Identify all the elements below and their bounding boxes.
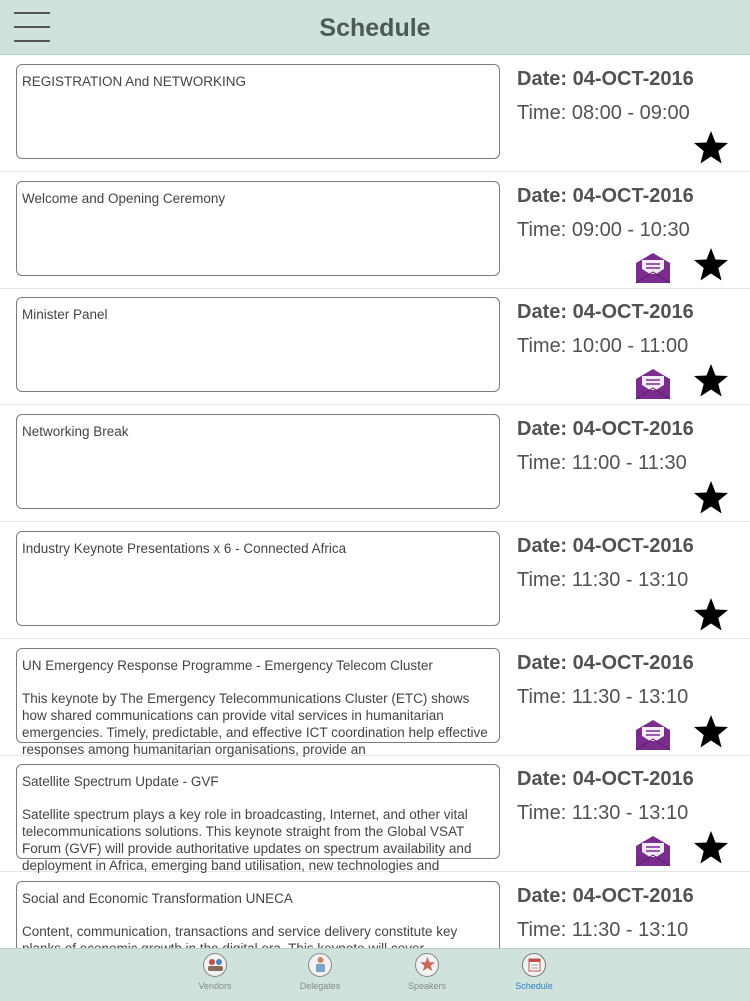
- envelope-icon[interactable]: [634, 367, 672, 401]
- session-date: Date: 04-OCT-2016: [517, 301, 694, 324]
- session-time: Time: 11:00 - 11:30: [517, 452, 687, 475]
- envelope-icon[interactable]: [634, 251, 672, 285]
- schedule-row[interactable]: [0, 639, 750, 756]
- session-title: Satellite Spectrum Update - GVF: [22, 774, 219, 790]
- session-card[interactable]: [16, 181, 500, 276]
- session-title: Welcome and Opening Ceremony: [22, 190, 226, 206]
- envelope-icon[interactable]: [634, 834, 672, 868]
- schedule-row[interactable]: [0, 755, 750, 872]
- session-card[interactable]: [16, 64, 500, 159]
- session-card[interactable]: [16, 531, 500, 626]
- tab-vendors[interactable]: [175, 953, 255, 999]
- session-description: Content, communication, transactions and service delivery constitute key: [22, 923, 458, 939]
- session-title: Industry Keynote Presentations x 6 - Connected Africa: [22, 540, 347, 556]
- favorite-star-icon[interactable]: [692, 246, 730, 284]
- favorite-star-icon[interactable]: [692, 129, 730, 167]
- tab-speakers-label: Speakers: [407, 981, 447, 991]
- favorite-star-icon[interactable]: [692, 713, 730, 751]
- session-date: Date: 04-OCT-2016: [517, 68, 694, 90]
- session-date: Date: 04-OCT-2016: [517, 418, 694, 441]
- session-title: Minister Panel: [22, 307, 108, 323]
- session-description: This keynote by The Emergency Telecommunications Cluster (ETC) shows how shared communications can provide vital services in humanitarian emergencies. Timely, predictable, and effective ICT coordination help effective responses among humanitarian organisations, provide an: [22, 690, 488, 757]
- schedule-row[interactable]: [0, 522, 750, 639]
- session-time: Time: 08:00 - 09:00: [517, 102, 690, 124]
- tab-schedule-label: Schedule: [515, 981, 553, 991]
- envelope-icon[interactable]: [634, 718, 672, 752]
- favorite-star-icon[interactable]: [692, 362, 730, 400]
- speakers-icon: [415, 953, 439, 977]
- favorite-star-icon[interactable]: [692, 829, 730, 867]
- schedule-row[interactable]: [0, 55, 750, 172]
- tab-schedule[interactable]: [494, 953, 574, 999]
- session-date: Date: 04-OCT-2016: [517, 534, 694, 557]
- header-bar: [0, 0, 750, 55]
- session-date: Date: 04-OCT-2016: [517, 184, 694, 207]
- tab-delegates-label: Delegates: [299, 981, 341, 991]
- tab-delegates[interactable]: [280, 953, 360, 999]
- favorite-star-icon[interactable]: [692, 596, 730, 634]
- schedule-icon: [522, 953, 546, 977]
- session-title: REGISTRATION And NETWORKING: [22, 74, 247, 89]
- schedule-row[interactable]: [0, 172, 750, 289]
- schedule-row[interactable]: [0, 288, 750, 405]
- session-time: Time: 11:30 - 13:10: [517, 918, 689, 941]
- session-card[interactable]: [16, 648, 500, 757]
- session-title: Social and Economic Transformation UNECA: [22, 890, 293, 906]
- schedule-list[interactable]: [0, 55, 750, 948]
- session-date: Date: 04-OCT-2016: [517, 651, 694, 674]
- session-date: Date: 04-OCT-2016: [517, 768, 694, 791]
- session-card[interactable]: [16, 414, 500, 509]
- session-time: Time: 11:30 - 13:10: [517, 568, 689, 591]
- session-card[interactable]: [16, 764, 500, 874]
- session-time: Time: 09:00 - 10:30: [517, 218, 690, 241]
- session-time: Time: 10:00 - 11:00: [517, 335, 689, 358]
- session-description: Satellite spectrum plays a key role in broadcasting, Internet, and other vital telecommunications solutions. This keynote straight from the Global VSAT Forum (GVF) will provide authoritative updates on spectrum availability and deployment in Africa, emerging band utilisation, new technologies and: [22, 807, 472, 874]
- session-card[interactable]: [16, 297, 500, 392]
- favorite-star-icon[interactable]: [692, 479, 730, 517]
- page-title: Schedule: [319, 14, 431, 42]
- session-title: Networking Break: [22, 424, 129, 440]
- schedule-row[interactable]: [0, 405, 750, 522]
- session-time: Time: 11:30 - 13:10: [517, 685, 689, 708]
- tab-vendors-label: Vendors: [198, 981, 232, 991]
- session-title: UN Emergency Response Programme - Emergency Telecom Cluster: [22, 657, 433, 673]
- delegates-icon: [308, 953, 332, 977]
- tab-bar: [0, 948, 750, 1001]
- tab-speakers[interactable]: [387, 953, 467, 999]
- session-time: Time: 11:30 - 13:10: [517, 802, 689, 825]
- vendors-icon: [203, 953, 227, 977]
- session-date: Date: 04-OCT-2016: [517, 884, 694, 907]
